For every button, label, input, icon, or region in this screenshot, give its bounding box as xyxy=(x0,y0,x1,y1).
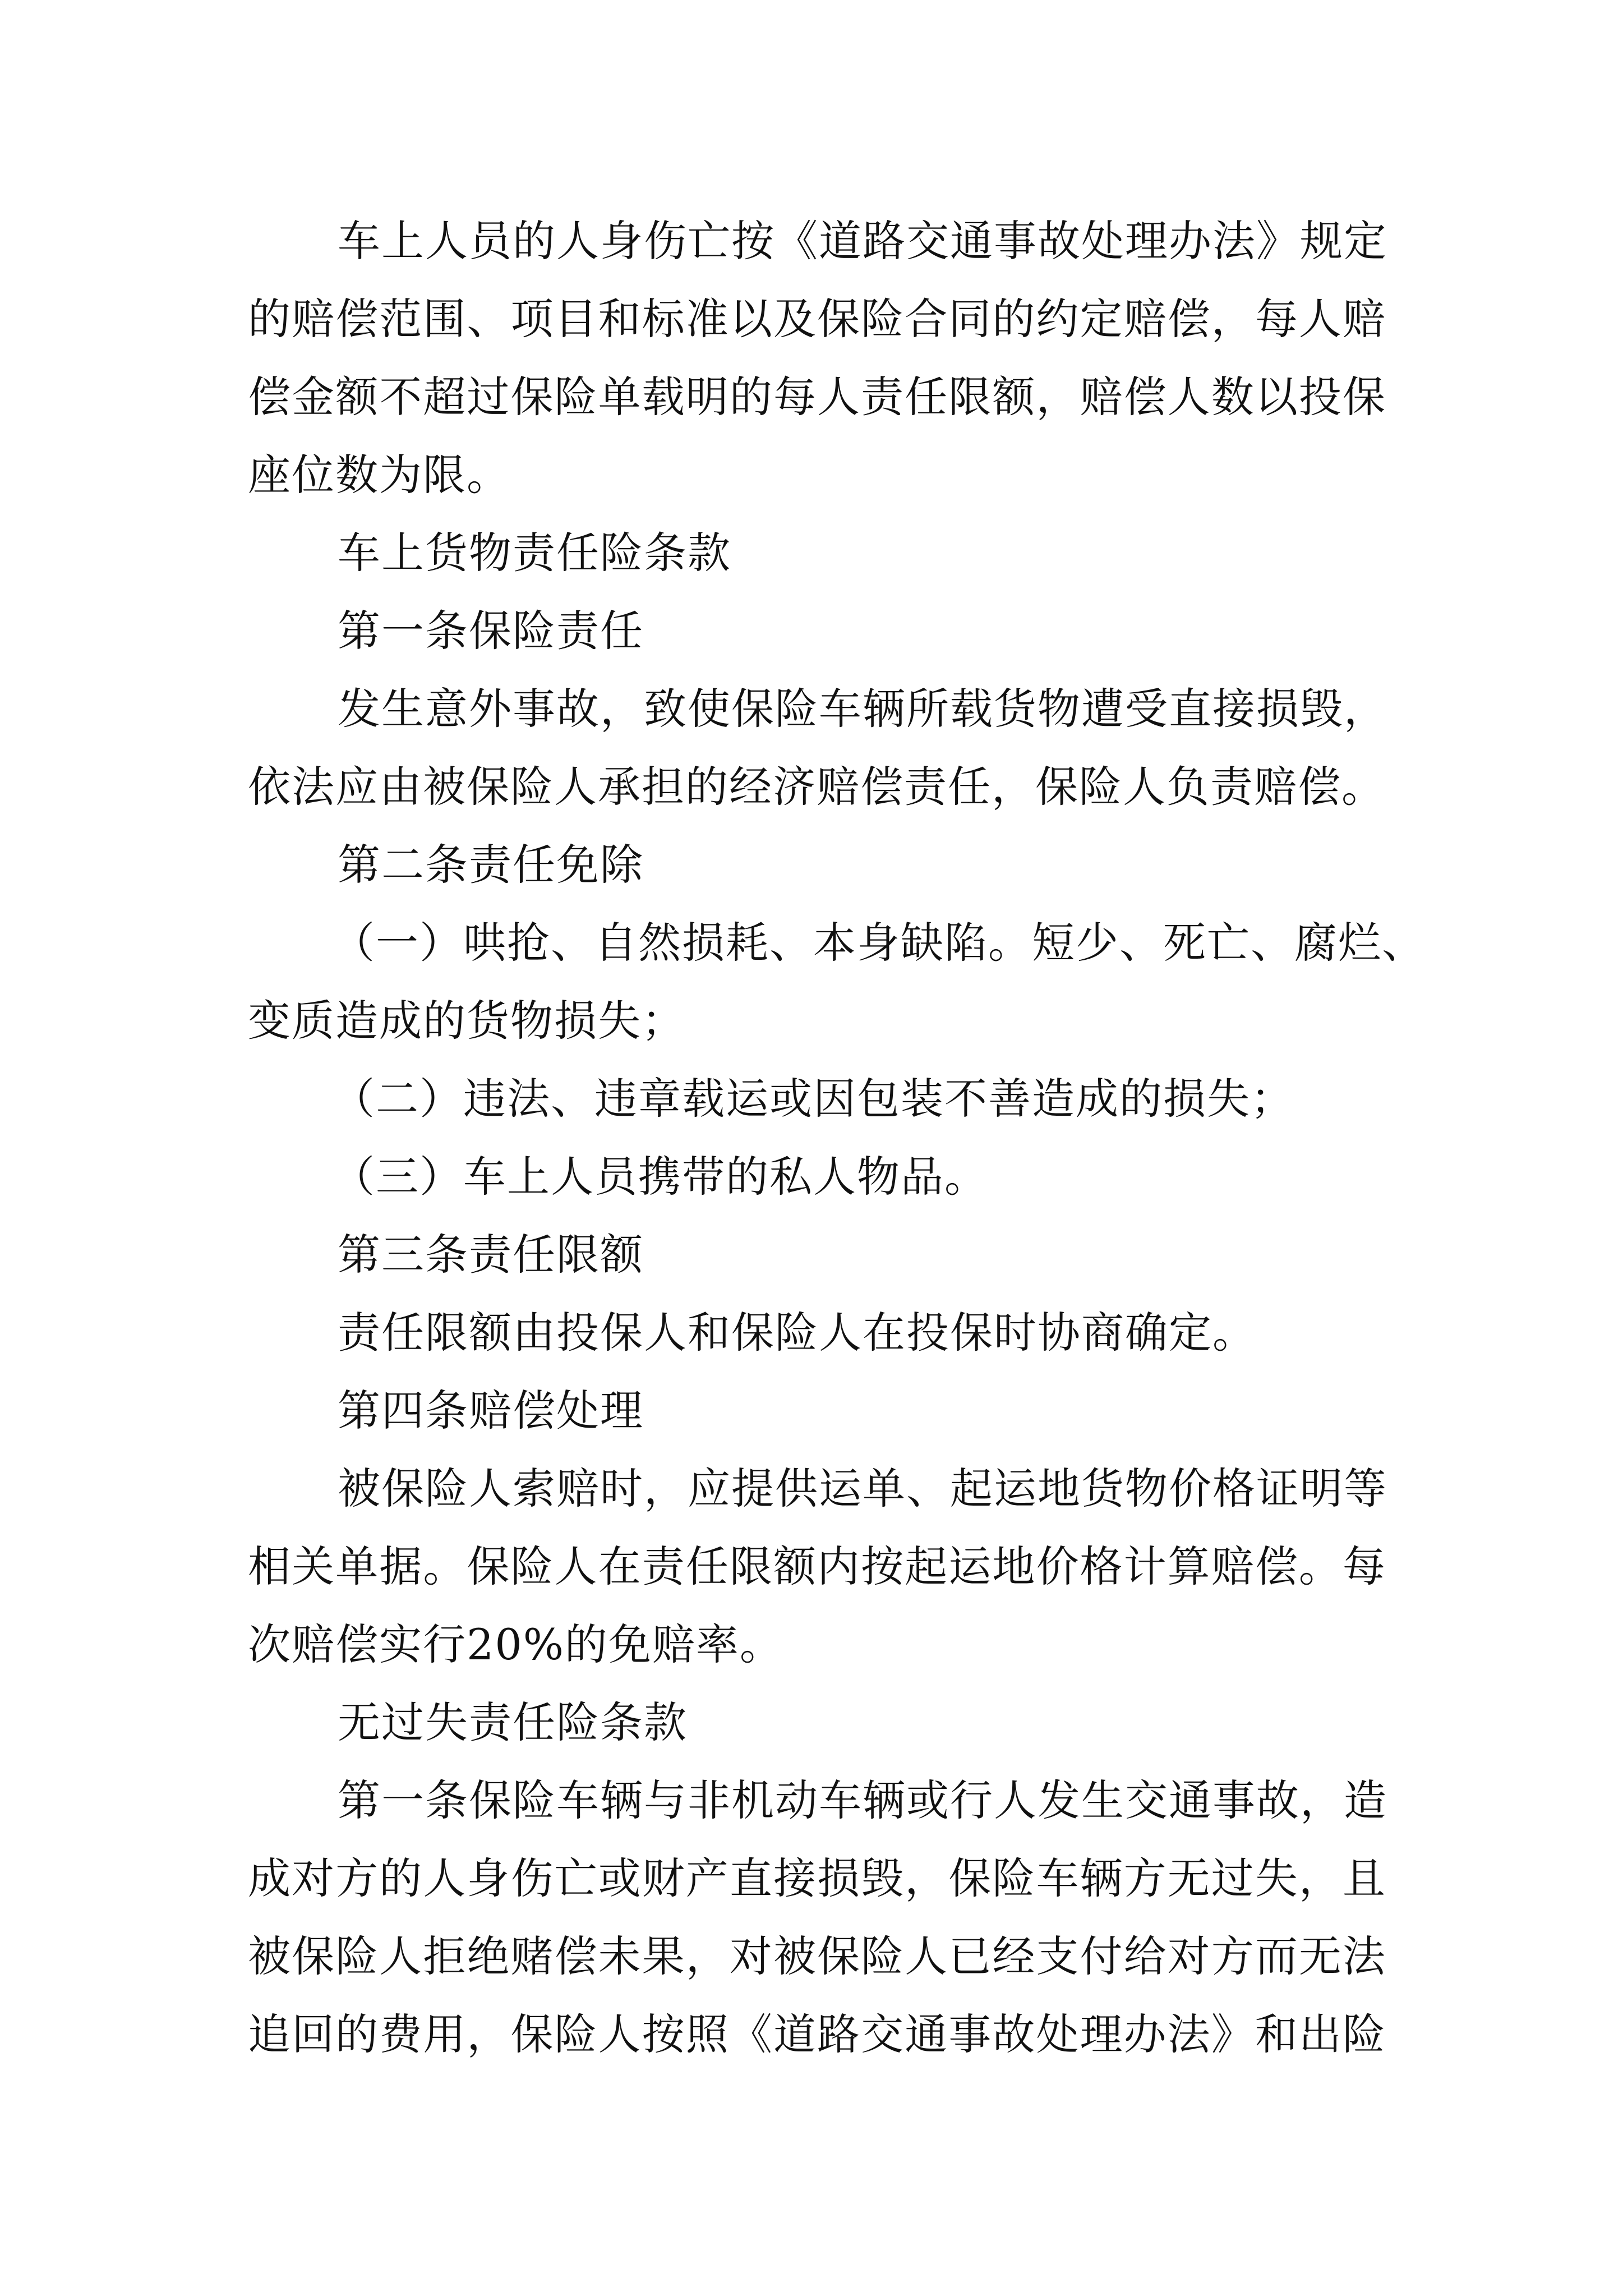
paragraph-line: 第一条保险车辆与非机动车辆或行人发生交通事故，造 xyxy=(338,1775,1387,1825)
paragraph-line: 成对方的人身伤亡或财产直接损毁，保险车辆方无过失，且 xyxy=(248,1853,1386,1903)
paragraph-line: 被保险人索赔时，应提供运单、起运地货物价格证明等 xyxy=(338,1464,1387,1513)
list-item-line: （二）违法、违章载运或因包装不善造成的损失； xyxy=(332,1074,1294,1124)
section-heading: 无过失责任险条款 xyxy=(338,1697,688,1747)
list-item-line: （三）车上人员携带的私人物品。 xyxy=(332,1152,988,1202)
paragraph-line: 的赔偿范围、项目和标准以及保险合同的约定赔偿，每人赔 xyxy=(248,294,1386,344)
paragraph-line: 被保险人拒绝赌偿未果，对被保险人已经支付给对方而无法 xyxy=(248,1931,1386,1981)
article-heading: 第三条责任限额 xyxy=(338,1230,644,1280)
document-body xyxy=(248,202,1426,2073)
section-heading: 车上货物责任险条款 xyxy=(338,528,731,578)
paragraph-line: 车上人员的人身伤亡按《道路交通事故处理办法》规定 xyxy=(338,216,1387,266)
article-heading: 第二条责任免除 xyxy=(338,840,644,890)
article-heading: 第四条赔偿处理 xyxy=(338,1386,644,1435)
paragraph-line: 发生意外事故，致使保险车辆所载货物遭受直接损毁， xyxy=(338,684,1387,734)
list-item-line: 变质造成的货物损失； xyxy=(248,996,685,1046)
paragraph-line: 依法应由被保险人承担的经济赔偿责任，保险人负责赔偿。 xyxy=(248,762,1385,812)
article-heading: 第一条保险责任 xyxy=(338,606,644,656)
paragraph-line: 次赔偿实行20%的免赔率。 xyxy=(248,1619,783,1669)
paragraph-line: 相关单据。保险人在责任限额内按起运地价格计算赔偿。每 xyxy=(248,1542,1386,1591)
paragraph-line: 追回的费用，保险人按照《道路交通事故处理办法》和出险 xyxy=(248,2009,1386,2059)
paragraph-line: 偿金额不超过保险单载明的每人责任限额，赔偿人数以投保 xyxy=(248,372,1386,422)
paragraph-line: 责任限额由投保人和保险人在投保时协商确定。 xyxy=(338,1308,1256,1358)
paragraph-line: 座位数为限。 xyxy=(248,450,510,500)
list-item-line: （一）哄抢、自然损耗、本身缺陷。短少、死亡、腐烂、 xyxy=(332,918,1426,968)
